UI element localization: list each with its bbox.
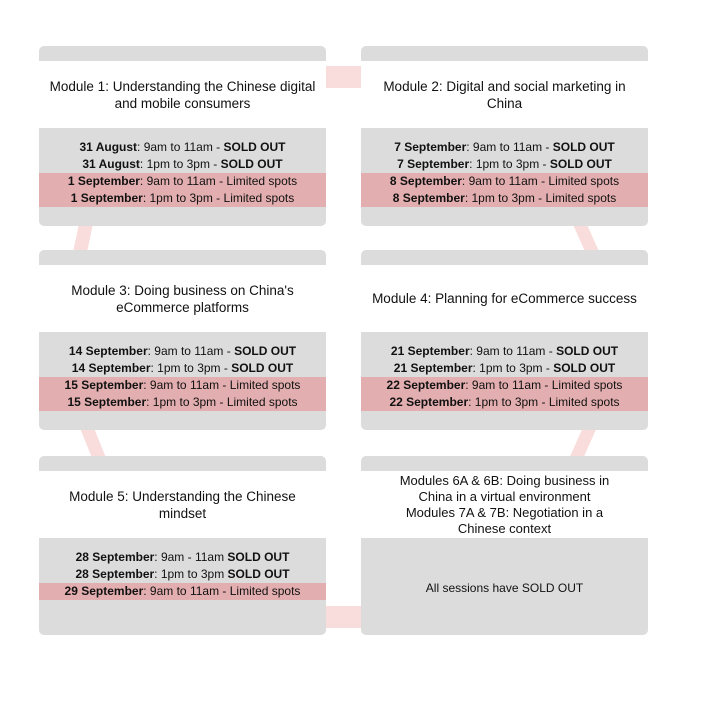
module-3-card [39,250,326,430]
module-title: Module 5: Understanding the Chinese mindset [39,471,326,538]
module-title: Module 2: Digital and social marketing in China [361,61,648,128]
session-list [361,332,648,430]
card-top-bar [39,250,326,265]
session-row: 7 September: 9am to 11am - SOLD OUT [394,140,615,154]
session-row: 28 September: 1pm to 3pm SOLD OUT [75,567,290,581]
module-2-card [361,46,648,226]
ring-segment-right-lower [570,430,596,456]
session-row: 14 September: 1pm to 3pm - SOLD OUT [71,361,294,375]
ring-segment-top [325,66,363,88]
module-title [361,471,648,538]
session-row-limited: 8 September: 9am to 11am - Limited spots [361,173,648,190]
module-6-7-card [361,456,648,635]
card-top-bar [361,250,648,265]
ring-segment-left-lower [81,430,106,456]
session-row: 31 August: 1pm to 3pm - SOLD OUT [82,157,283,171]
card-top-bar [361,46,648,61]
ring-segment-right-upper [574,226,599,250]
session-row: 14 September: 9am to 11am - SOLD OUT [68,344,297,358]
session-list [39,128,326,226]
session-row-limited: 22 September: 9am to 11am - Limited spots [361,377,648,394]
session-row: 7 September: 1pm to 3pm - SOLD OUT [397,157,612,171]
session-row-limited: 15 September: 1pm to 3pm - Limited spots [39,394,326,411]
session-row-limited: 1 September: 1pm to 3pm - Limited spots [39,190,326,207]
module-title: Module 1: Understanding the Chinese digital and mobile consumers [39,61,326,128]
module-5-card [39,456,326,635]
session-row-limited: 22 September: 1pm to 3pm - Limited spots [361,394,648,411]
module-title-line-2: Modules 7A & 7B: Negotiation in a Chinese context [405,504,604,536]
ring-segment-bottom [325,606,363,628]
module-title: Module 4: Planning for eCommerce success [361,265,648,332]
card-top-bar [39,456,326,471]
session-row: 28 September: 9am - 11am SOLD OUT [75,550,290,564]
session-row: 31 August: 9am to 11am - SOLD OUT [79,140,286,154]
session-row-limited: 1 September: 9am to 11am - Limited spots [39,173,326,190]
session-list [361,128,648,226]
module-title-line-1: Modules 6A & 6B: Doing business in China in a virtual environment [399,472,610,504]
session-row-limited: 8 September: 1pm to 3pm - Limited spots [361,190,648,207]
sold-out-note: All sessions have SOLD OUT [425,581,584,595]
module-1-card [39,46,326,226]
ring-segment-left-upper [73,226,92,250]
module-title: Module 3: Doing business on China's eCommerce platforms [39,265,326,332]
session-row-limited: 15 September: 9am to 11am - Limited spots [39,377,326,394]
session-list [39,332,326,430]
session-row-limited: 29 September: 9am to 11am - Limited spots [39,583,326,600]
session-row: 21 September: 9am to 11am - SOLD OUT [390,344,619,358]
card-top-bar [361,456,648,471]
card-top-bar [39,46,326,61]
session-list [361,538,648,635]
session-row: 21 September: 1pm to 3pm - SOLD OUT [393,361,616,375]
module-4-card [361,250,648,430]
session-list [39,538,326,635]
